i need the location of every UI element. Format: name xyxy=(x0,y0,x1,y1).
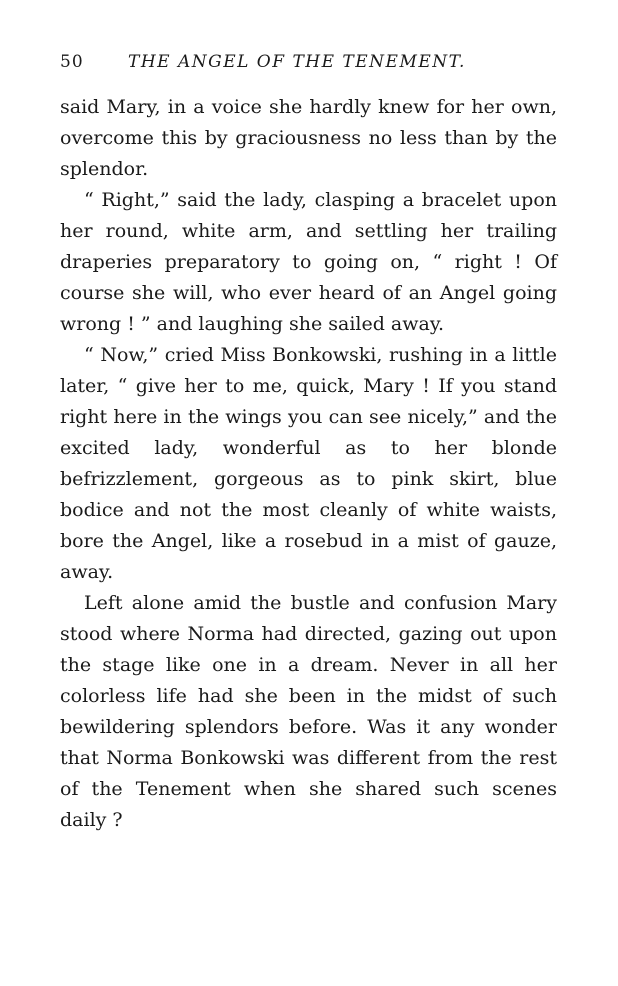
running-head xyxy=(60,52,557,82)
page-number: 50 xyxy=(60,52,84,72)
paragraph: “ Now,” cried Miss Bonkowski, rushing in a little later, “ give her to me, quick, Mary ! If you stand right here in the wings you can see nicely,” and the excited lady, wonderful as to her blonde befrizzlement, gorgeous as to pink skirt, blue bodice and not the most cleanly of white waists, bore the Angel, like a rosebud in a mist of gauze, away. xyxy=(60,344,557,583)
paragraph: “ Right,” said the lady, clasping a bracelet upon her round, white arm, and settling her trailing draperies preparatory to going on, “ right ! Of course she will, who ever heard of an Angel going wrong ! ” and laughing she sailed away. xyxy=(60,189,557,335)
book-page xyxy=(60,52,557,836)
paragraph: said Mary, in a voice she hardly knew for her own, overcome this by graciousness no less than by the splendor. xyxy=(60,96,557,180)
body-text xyxy=(60,92,557,836)
paragraph: Left alone amid the bustle and confusion Mary stood where Norma had directed, gazing out upon the stage like one in a dream. Never in all her colorless life had she been in the midst of such bewildering splendors before. Was it any wonder that Norma Bonkowski was different from the rest of the Tenement when she shared such scenes daily ? xyxy=(60,592,557,831)
running-title: THE ANGEL OF THE TENEMENT. xyxy=(128,52,466,72)
